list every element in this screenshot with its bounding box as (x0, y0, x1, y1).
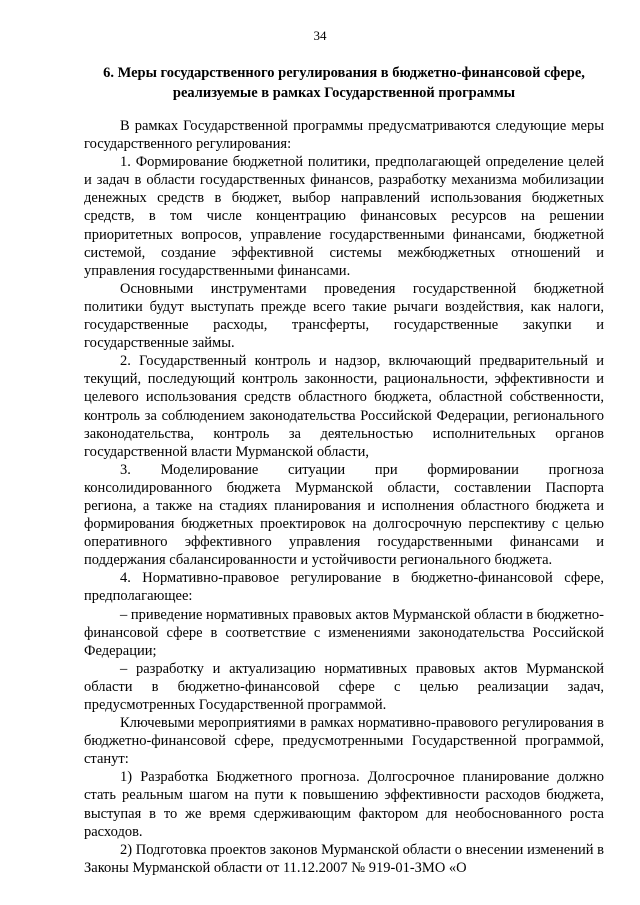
paragraph-item-1: 1. Формирование бюджетной политики, предполагающей определение целей и задач в области государственных финансов, разработку механизма мобилизации денежных средств в бюджет, выбор направлений использования бюджетных средств, в том числе концентрацию финансовых ресурсов на решении приоритетных вопросов, управление государственными финансами, бюджетной системой, создание эффективной системы межбюджетных отношений и управления государственными финансами. (84, 154, 604, 279)
paragraph-intro: В рамках Государственной программы предусматриваются следующие меры государственного регулирования: (84, 118, 604, 153)
section-title: 6. Меры государственного регулирования в бюджетно-финансовой сфере, реализуемые в рамках Государственной программы (103, 65, 585, 101)
paragraph-measure-1: 1) Разработка Бюджетного прогноза. Долгосрочное планирование должно стать реальным шагом на пути к повышению эффективности расходов бюджета, выступая в то же время сдерживающим фактором для необоснованного роста расходов. (84, 769, 604, 840)
body-text (84, 117, 604, 877)
paragraph-dash-1: – приведение нормативных правовых актов Мурманской области в бюджетно-финансовой сфере в соответствие с изменениями законодательства Российской Федерации; (84, 606, 604, 659)
paragraph-dash-2: – разработку и актуализацию нормативных правовых актов Мурманской области в бюджетно-финансовой сфере с целью реализации задач, предусмотренных Государственной программой. (84, 660, 604, 713)
paragraph-key-measures: Ключевыми мероприятиями в рамках нормативно-правового регулирования в бюджетно-финансовой сфере, предусмотренными Государственной программой, станут: (84, 715, 604, 768)
paragraph-item-2: 2. Государственный контроль и надзор, включающий предварительный и текущий, последующий контроль законности, рациональности, эффективности и целевого использования средств областного бюджета, областной собственности, контроль за соблюдением законодательства Российской Федерации, регионального законодательства, контроль за деятельностью исполнительных органов государственной власти Мурманской области, (84, 353, 604, 460)
paragraph-instruments: Основными инструментами проведения государственной бюджетной политики будут выступать прежде всего такие рычаги воздействия, как налоги, государственные расходы, трансферты, государственные закупки и государственные займы. (84, 280, 604, 352)
paragraph-item-3: 3. Моделирование ситуации при формировании прогноза консолидированного бюджета Мурманской области, составлении Паспорта региона, а также на стадиях планирования и исполнения областного бюджета и формирования бюджетных проектировок на долгосрочную перспективу с целью оперативного эффективного управления государственными финансами и поддержания сбалансированности и устойчивости регионального бюджета. (84, 461, 604, 569)
page-number: 34 (313, 28, 327, 43)
paragraph-item-4: 4. Нормативно-правовое регулирование в бюджетно-финансовой сфере, предполагающее: (84, 570, 604, 605)
paragraph-measure-2: 2) Подготовка проектов законов Мурманской области о внесении изменений в Законы Мурманской области от 11.12.2007 № 919-01-ЗМО «О (84, 841, 604, 876)
